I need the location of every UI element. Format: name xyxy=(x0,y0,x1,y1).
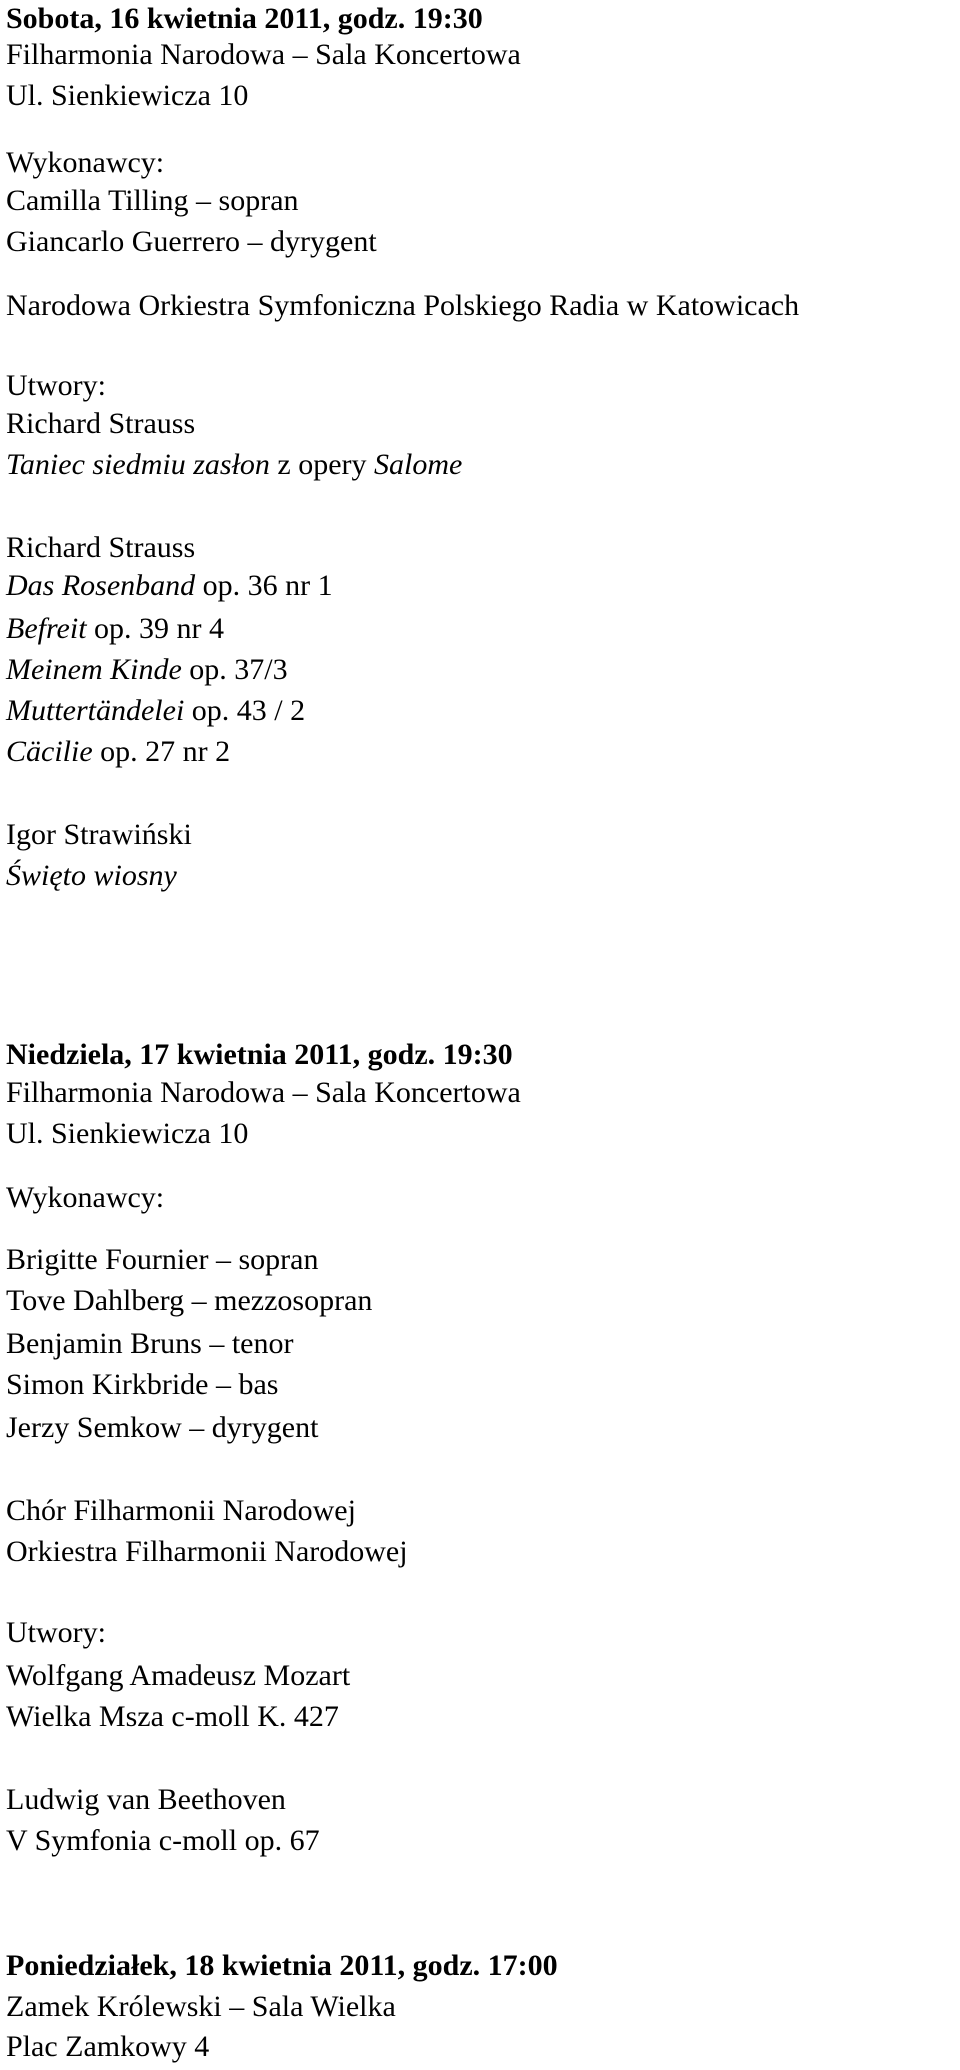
work-line xyxy=(6,612,224,646)
performers-heading: Wykonawcy: xyxy=(6,1181,165,1214)
work-title: Cäcilie xyxy=(6,735,93,768)
performer-line: Simon Kirkbride – bas xyxy=(6,1368,279,1401)
work-opus: op. 39 nr 4 xyxy=(86,612,225,645)
work-opus: op. 27 nr 2 xyxy=(92,735,231,768)
performer-line: Jerzy Semkow – dyrygent xyxy=(6,1411,319,1444)
work-title: Das Rosenband xyxy=(6,569,196,602)
performer-line: Brigitte Fournier – sopran xyxy=(6,1243,319,1276)
ensemble-line: Chór Filharmonii Narodowej xyxy=(6,1494,356,1527)
work-opus: op. 37/3 xyxy=(181,653,288,686)
works-heading: Utwory: xyxy=(6,369,106,402)
work-opus: op. 36 nr 1 xyxy=(195,569,333,602)
ensemble-line: Narodowa Orkiestra Symfoniczna Polskiego Radia w Katowicach xyxy=(6,289,800,322)
opera-title: Salome xyxy=(374,448,463,481)
work-line xyxy=(6,735,230,769)
composer-name: Igor Strawiński xyxy=(6,818,192,851)
composer-name: Richard Strauss xyxy=(6,531,196,564)
performer-line: Giancarlo Guerrero – dyrygent xyxy=(6,225,377,258)
event-date-line: Sobota, 16 kwietnia 2011, godz. 19:30 xyxy=(6,2,483,35)
event-address: Ul. Sienkiewicza 10 xyxy=(6,1117,249,1150)
work-opus: op. 43 / 2 xyxy=(184,694,306,727)
performer-line: Benjamin Bruns – tenor xyxy=(6,1327,294,1360)
work-title: Taniec siedmiu zasłon xyxy=(6,448,270,481)
event-venue: Filharmonia Narodowa – Sala Koncertowa xyxy=(6,38,521,71)
work-title: Muttertändelei xyxy=(6,694,185,727)
work-connector: z opery xyxy=(269,448,375,481)
work-line: V Symfonia c-moll op. 67 xyxy=(6,1824,320,1857)
composer-name: Richard Strauss xyxy=(6,407,196,440)
works-heading: Utwory: xyxy=(6,1616,106,1649)
event-venue: Filharmonia Narodowa – Sala Koncertowa xyxy=(6,1076,521,1109)
event-address: Plac Zamkowy 4 xyxy=(6,2030,210,2063)
work-line xyxy=(6,448,462,482)
performer-line: Tove Dahlberg – mezzosopran xyxy=(6,1284,373,1317)
composer-name: Wolfgang Amadeusz Mozart xyxy=(6,1659,351,1692)
work-title: Befreit xyxy=(6,612,87,645)
work-line xyxy=(6,694,305,728)
work-title: Meinem Kinde xyxy=(6,653,182,686)
work-title: Święto wiosny xyxy=(6,859,177,892)
event-address: Ul. Sienkiewicza 10 xyxy=(6,79,249,112)
composer-name: Ludwig van Beethoven xyxy=(6,1783,286,1816)
performers-heading: Wykonawcy: xyxy=(6,146,165,179)
work-line xyxy=(6,653,288,687)
event-date-line: Poniedziałek, 18 kwietnia 2011, godz. 17:00 xyxy=(6,1949,558,1982)
ensemble-line: Orkiestra Filharmonii Narodowej xyxy=(6,1535,408,1568)
performer-line: Camilla Tilling – sopran xyxy=(6,184,299,217)
event-date-line: Niedziela, 17 kwietnia 2011, godz. 19:30 xyxy=(6,1038,513,1071)
work-line: Wielka Msza c-moll K. 427 xyxy=(6,1700,339,1733)
work-line xyxy=(6,569,333,603)
event-venue: Zamek Królewski – Sala Wielka xyxy=(6,1990,396,2023)
